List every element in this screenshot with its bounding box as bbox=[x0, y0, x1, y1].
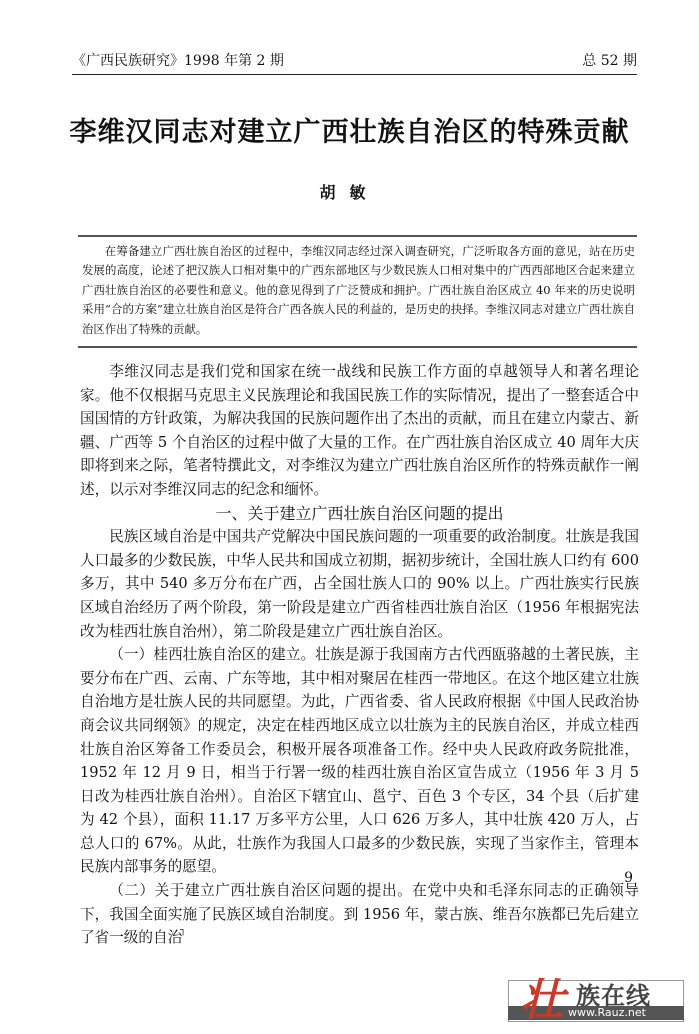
author: 胡敏 bbox=[319, 183, 380, 202]
abstract: 在筹备建立广西壮族自治区的过程中，李维汉同志经过深入调查研究，广泛听取各方面的意见，站在历史发展的高度，论述了把汉族人口相对集中的广西东部地区与少数民族人口相对集中的广西西部地区合起来建立广西壮族自治区的必要性和意义。他的意见得到了广泛赞成和拥护。广西壮族自治区成立 40 年来的历史说明采用“合的方案”建立壮族自治区是符合广西各族人民的利益的，是历史的抉择。李维汉同志对建立广西壮族自治区作出了特殊的贡献。 bbox=[82, 244, 635, 336]
scan-mark: ┐ bbox=[180, 925, 187, 936]
intro-paragraph: 李维汉同志是我们党和国家在统一战线和民族工作方面的卓越领导人和著名理论家。他不仅根据马克思主义民族理论和我国民族工作的实际情况，提出了一整套适合中国国情的方针政策，为解决我国的民族问题作出了杰出的贡献，而且在建立内蒙古、新疆、广西等 5 个自治区的过程中做了大量的工作。在广西壮族自治区成立 40 周年大庆即将到来之际，笔者特撰此文，对李维汉为建立广西壮族自治区所作的特殊贡献作一阐述，以示对李维汉同志的纪念和缅怀。 bbox=[80, 363, 639, 498]
abstract-top-rule bbox=[78, 235, 637, 237]
logo-char: 壮 bbox=[520, 975, 564, 1026]
body-paragraph: （一）桂西壮族自治区的建立。壮族是源于我国南方古代西瓯骆越的土著民族，主要分布在广西、云南、广东等地，其中相对聚居在桂西一带地区。在这个地区建立壮族自治地方是壮族人民的共同愿望。为此，广西省委、省人民政府根据《中国人民政治协商会议共同纲领》的规定，决定在桂西地区成立以壮族为主的民族自治区，并成立桂西壮族自治区筹备工作委员会，积极开展各项准备工作。经中央人民政府政务院批准，1952 年 12 月 9 日，相当于行署一级的桂西壮族自治区宣告成立（1956 年 3 月 5 日改为桂西壮族自治州）。自治区下辖宜山、邕宁、百色 3 个专区，34 个县（后扩建为 42 个县），面积 11.17 万多平方公里，人口 626 万多人，其中壮族 420 万人，占总人口的 67%。从此，壮族作为我国人口最多的少数民族，实现了当家作主，管理本民族内部事务的愿望。 bbox=[80, 646, 639, 876]
body-paragraph: 民族区域自治是中国共产党解决中国民族问题的一项重要的政治制度。壮族是我国人口最多的少数民族，中华人民共和国成立初期，据初步统计，全国壮族人口约有 600 多万，其中 540 多万分布在广西，占全国壮族人口的 90% 以上。广西壮族实行民族区域自治经历了两个阶段，第一阶段是建立广西省桂西壮族自治区（1956 年根据宪法改为桂西壮族自治州），第二阶段是建立广西壮族自治区。 bbox=[80, 528, 639, 640]
abstract-bottom-rule bbox=[78, 346, 637, 348]
article-title: 李维汉同志对建立广西壮族自治区的特殊贡献 bbox=[69, 117, 630, 148]
running-header bbox=[72, 50, 637, 75]
section-heading: 一、关于建立广西壮族自治区问题的提出 bbox=[215, 503, 504, 523]
article-body bbox=[80, 360, 639, 950]
logo-text: 族在线 bbox=[576, 981, 651, 1010]
logo-url: www.Rauz.net bbox=[568, 1006, 646, 1019]
watermark-logo bbox=[506, 972, 684, 1026]
page-number: 9 bbox=[624, 870, 633, 886]
total-issue: 总 52 期 bbox=[582, 53, 637, 69]
body-paragraph: （二）关于建立广西壮族自治区问题的提出。在党中央和毛泽东同志的正确领导下，我国全面实施了民族区域自治制度。到 1956 年，蒙古族、维吾尔族都已先后建立了省一级的自治 bbox=[80, 882, 639, 947]
journal-issue: 《广西民族研究》1998 年第 2 期 bbox=[72, 53, 284, 69]
